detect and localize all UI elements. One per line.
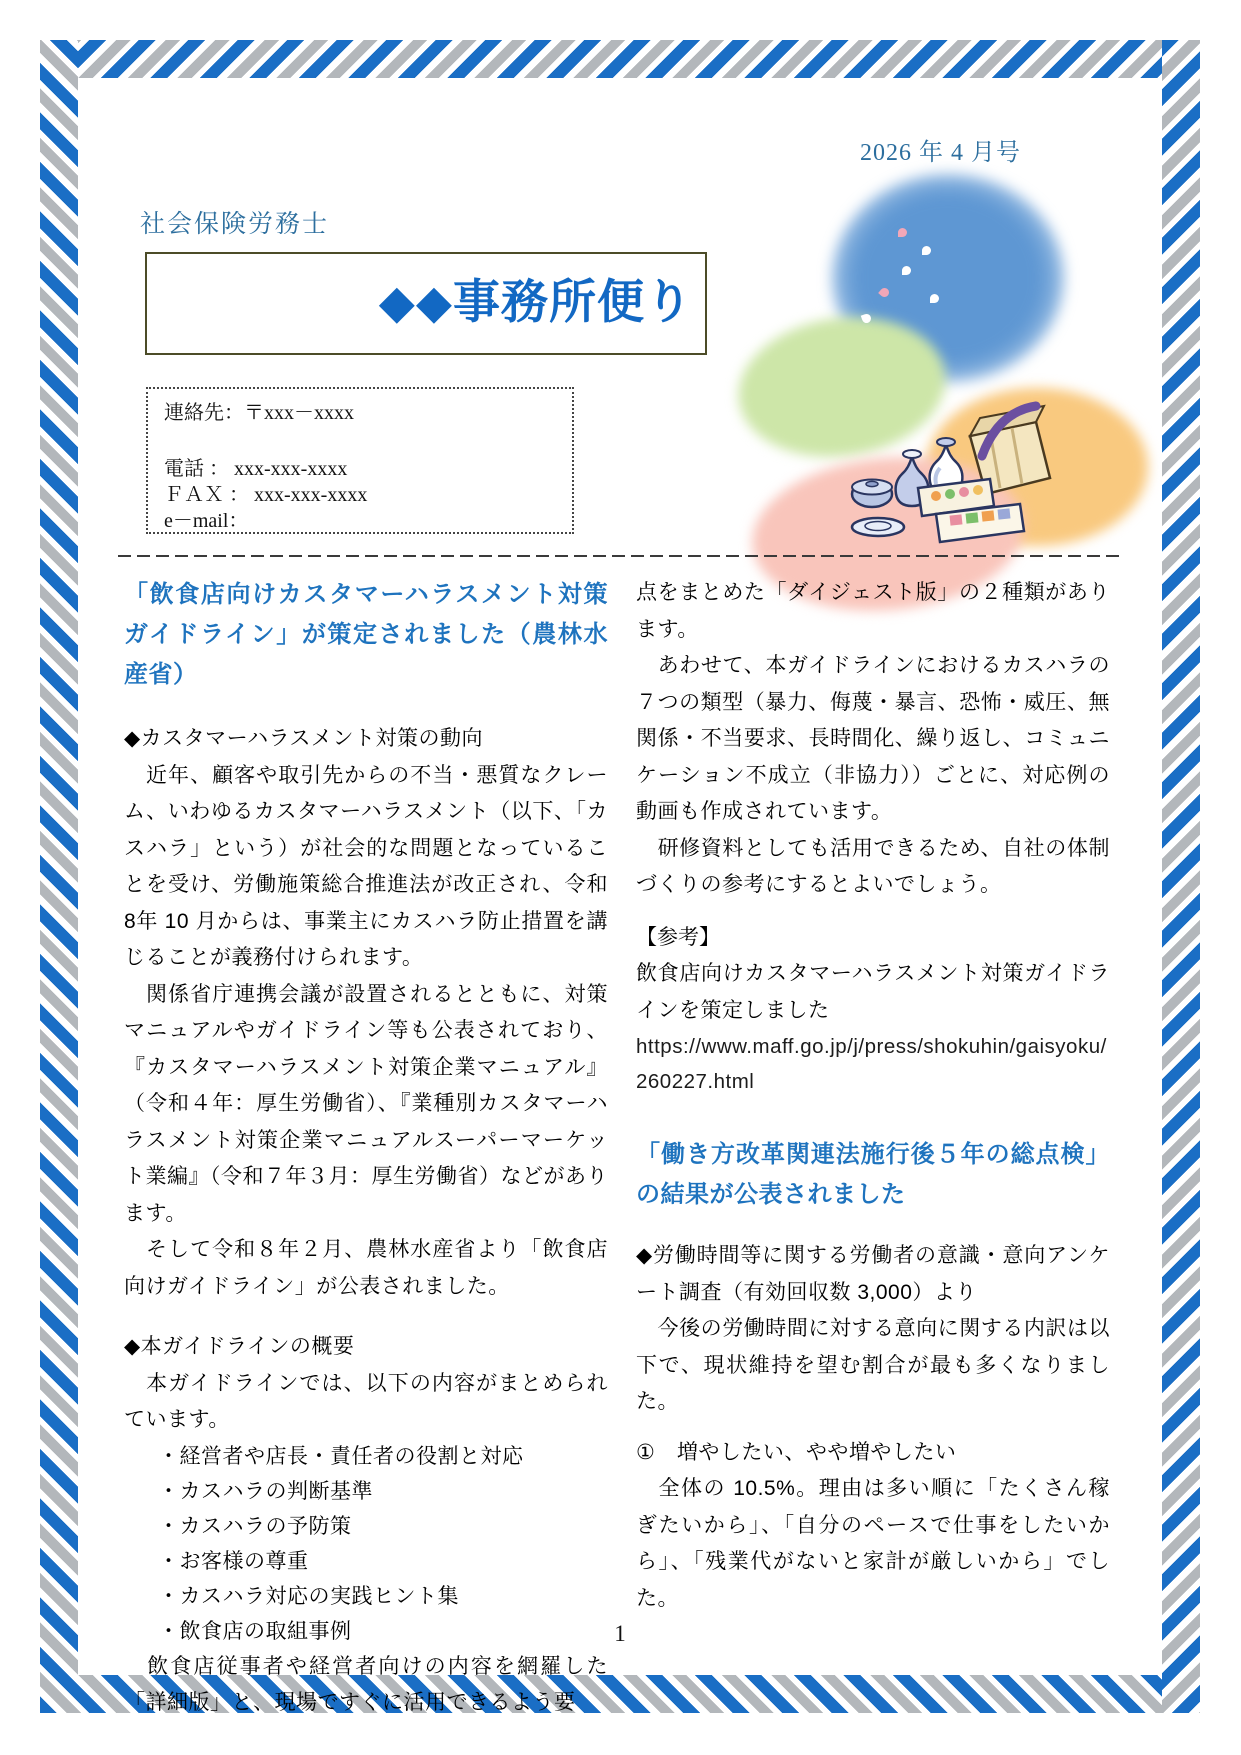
- article2-item1-label: ① 増やしたい、やや増やしたい: [636, 1440, 957, 1464]
- newsletter-title: ◆◆事務所便り: [378, 277, 693, 329]
- article1-paragraph: 本ガイドラインでは、以下の内容がまとめられています。: [124, 1371, 608, 1431]
- article2-paragraph: 今後の労働時間に対する意向に関する内訳は以下で、現状維持を望む割合が最も多くなりました。: [636, 1317, 1110, 1413]
- article1-section2-heading: ◆本ガイドラインの概要: [124, 1335, 355, 1358]
- article1-paragraph: あわせて、本ガイドラインにおけるカスハラの７つの類型（暴力、侮蔑・暴言、恐怖・威圧、無関係・不当要求、長時間化、繰り返し、コミュニケーション不成立（非協力））ごとに、対応例の動画も作成されています。: [636, 654, 1110, 823]
- guideline-bullet: ・カスハラの予防策: [158, 1514, 352, 1538]
- plate-icon: [852, 518, 904, 536]
- reference-title: 飲食店向けカスタマーハラスメント対策ガイドラインを策定しました: [636, 962, 1110, 1022]
- newsletter-title-box: [145, 252, 707, 355]
- contact-info-box: [146, 387, 574, 534]
- sakura-petal: [922, 246, 931, 255]
- article1-paragraph: そして令和８年２月、農林水産省より「飲食店向けガイドライン」が公表されました。: [124, 1238, 608, 1298]
- office-type-label: 社会保険労務士: [140, 211, 330, 238]
- article2-paragraph: 全体の 10.5%。理由は多い順に「たくさん稼ぎたいから」、「自分のペースで仕事をしたいから」、「残業代がないと家計が厳しいから」でした。: [636, 1477, 1110, 1610]
- article-columns: [124, 575, 1110, 1722]
- decorative-border-right: [1162, 40, 1200, 1713]
- article1-paragraph: 近年、顧客や取引先からの不当・悪質なクレーム、いわゆるカスタマーハラスメント（以下、「カスハラ」という）が社会的な問題となっていることを受け、労働施策総合推進法が改正され、令和8年 10 月からは、事業主にカスハラ防止措置を講じることが義務付けられます。: [124, 763, 608, 969]
- article1-paragraph: 研修資料としても活用できるため、自社の体制づくりの参考にするとよいでしょう。: [636, 836, 1110, 896]
- article2-title: 「働き方改革関連法施行後５年の総点検」の結果が公表されました: [636, 1141, 1110, 1208]
- sakura-petal: [898, 228, 907, 237]
- contact-phone: 電話 ： xxx-xxx-xxxx: [164, 458, 348, 480]
- left-column: [124, 575, 608, 1722]
- article1-section1-heading: ◆カスタマーハラスメント対策の動向: [124, 727, 483, 750]
- contact-address: 連絡先：〒xxx－xxxx: [164, 402, 354, 424]
- contact-fax: ＦＡＸ ： xxx-xxx-xxxx: [164, 484, 368, 506]
- guideline-bullet: ・お客様の尊重: [158, 1549, 309, 1573]
- article2-section-heading: ◆労働時間等に関する労働者の意識・意向アンケート調査（有効回収数 3,000）より: [636, 1244, 1110, 1304]
- bento-picnic-icon: [840, 384, 1060, 544]
- sakura-petal: [930, 294, 939, 303]
- dashed-separator: [118, 555, 1124, 557]
- sakura-petal: [902, 266, 911, 275]
- contact-email: e－mail：: [164, 510, 249, 532]
- guideline-bullet: ・経営者や店長・責任者の役割と対応: [158, 1444, 524, 1468]
- article1-paragraph: 関係省庁連携会議が設置されるとともに、対策マニュアルやガイドライン等も公表されており、『カスタマーハラスメント対策企業マニュアル』（令和４年：厚生労働省）、『業種別カスタマーハラスメント対策企業マニュアルスーパーマーケット業編』（令和７年３月：厚生労働省）などがあります。: [124, 982, 608, 1225]
- article1-title: 「飲食店向けカスタマーハラスメント対策ガイドライン」が策定されました（農林水産省）: [124, 581, 608, 688]
- guideline-bullet: ・カスハラ対応の実践ヒント集: [158, 1584, 459, 1608]
- guideline-bullet: ・飲食店の取組事例: [158, 1619, 352, 1643]
- page-content: [78, 78, 1162, 1714]
- hanami-picnic-illustration: [740, 166, 1160, 538]
- reference-url: https://www.maff.go.jp/j/press/shokuhin/gaisyoku/260227.html: [636, 1035, 1107, 1093]
- article1-paragraph: 飲食店従事者や経営者向けの内容を網羅した「詳細版」と、現場ですぐに活用できるよう要: [124, 1654, 608, 1714]
- article1-paragraph-continued: 点をまとめた「ダイジェスト版」の２種類があります。: [636, 581, 1110, 641]
- pot-icon: [852, 480, 892, 508]
- right-column: [636, 575, 1110, 1722]
- guideline-bullet: ・カスハラの判断基準: [158, 1479, 373, 1503]
- issue-date: 2026 年 4 月号: [860, 140, 1021, 166]
- page-number: 1: [614, 1621, 626, 1646]
- reference-heading: 【参考】: [636, 925, 720, 949]
- decorative-border-top: [40, 40, 1200, 78]
- decorative-border-left: [40, 40, 78, 1713]
